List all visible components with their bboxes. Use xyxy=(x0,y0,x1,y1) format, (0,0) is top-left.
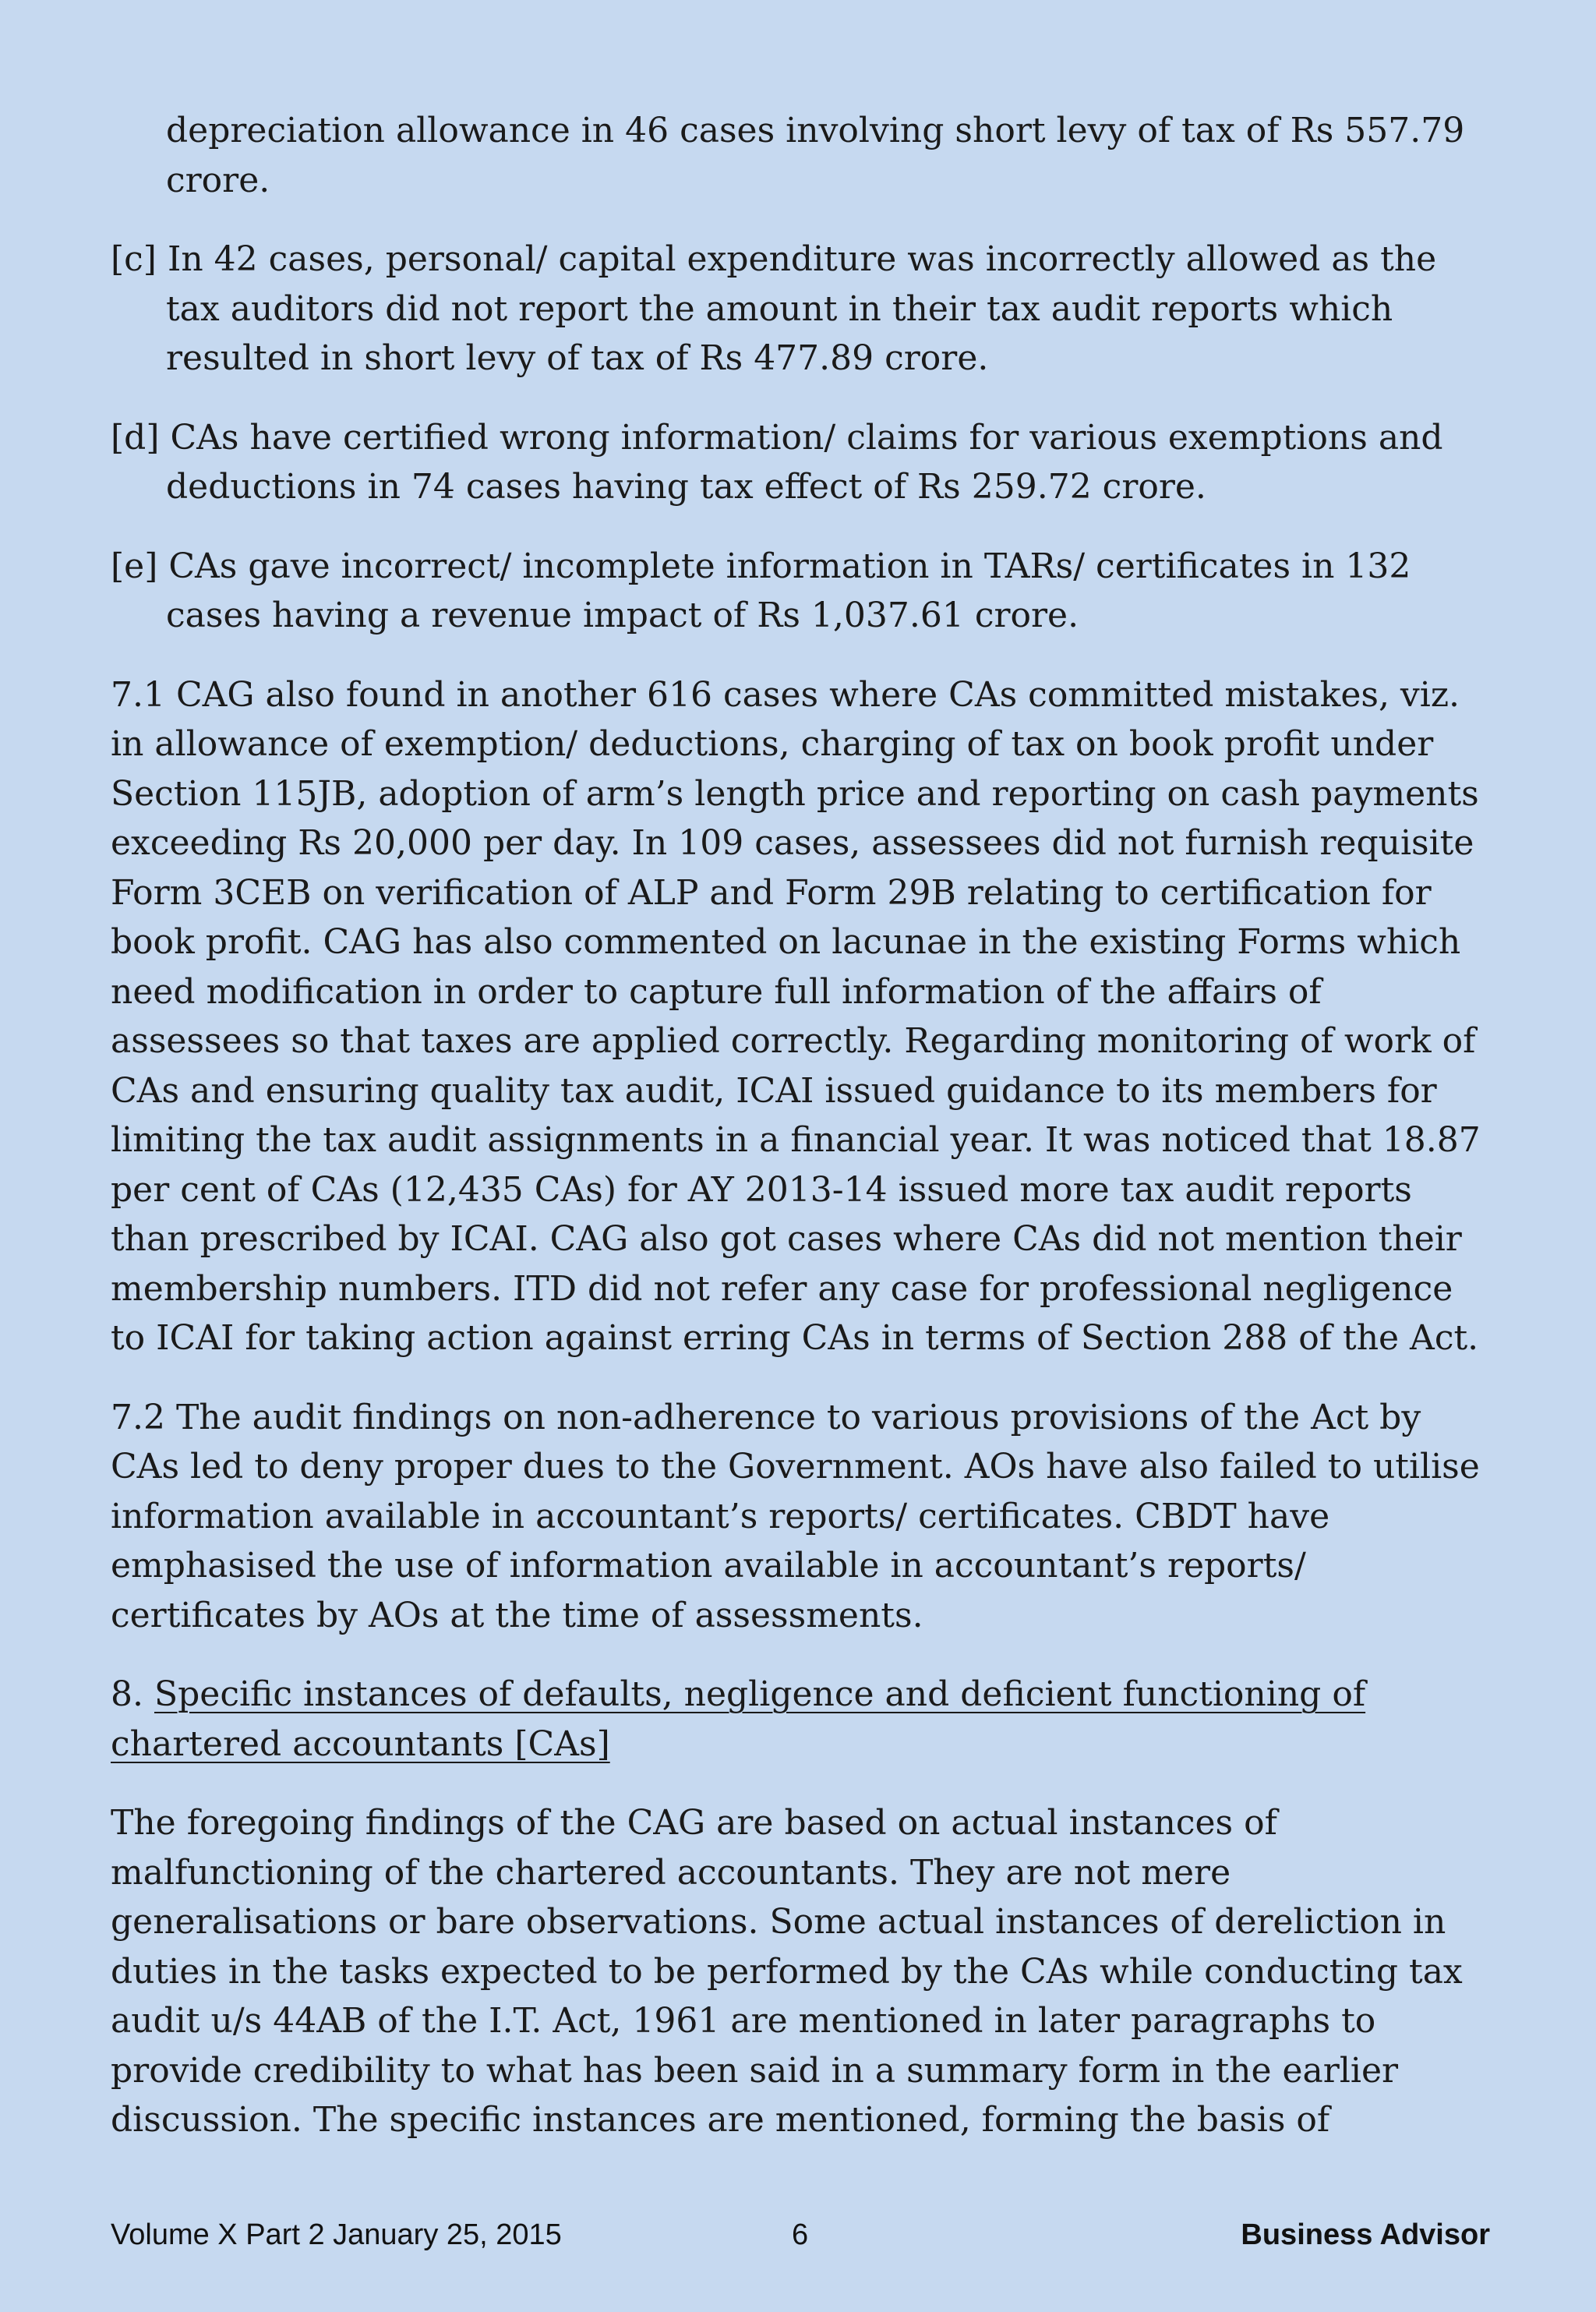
paragraph-e: [e] CAs gave incorrect/ incomplete information in TARs/ certificates in 132 cases having a revenue impact of Rs 1,037.61 crore. xyxy=(111,546,1411,635)
paragraph-7-2: 7.2 The audit findings on non-adherence to various provisions of the Act by CAs led to deny proper dues to the Government. AOs have also failed to utilise information available in accountant’s reports/ certificates. CBDT have emphasised the use of information available in accountant’s reports/ certificates by AOs at the time of assessments. xyxy=(111,1397,1480,1635)
paragraph-d: [d] CAs have certified wrong information/ claims for various exemptions and deductions in 74 cases having tax effect of Rs 259.72 crore. xyxy=(111,417,1443,507)
footer-page-number: 6 xyxy=(792,2218,809,2251)
footer-publication: Business Advisor xyxy=(1241,2218,1490,2251)
paragraph-b-continuation: depreciation allowance in 46 cases involving short levy of tax of Rs 557.79 crore. xyxy=(166,111,1465,200)
paragraph-c: [c] In 42 cases, personal/ capital expenditure was incorrectly allowed as the tax auditors did not report the amount in their tax audit reports which resulted in short levy of tax of Rs 477.89 crore. xyxy=(111,239,1437,378)
section-8-title: Specific instances of defaults, negligence and deficient functioning of chartered accountants [CAs] xyxy=(111,1674,1366,1764)
document-body xyxy=(111,106,1490,2175)
section-8-heading xyxy=(111,1670,1490,1769)
footer-issue: Volume X Part 2 January 25, 2015 xyxy=(111,2218,562,2251)
page-footer xyxy=(111,2218,1490,2265)
paragraph-8-body: The foregoing findings of the CAG are based on actual instances of malfunctioning of the chartered accountants. They are not mere generalisations or bare observations. Some actual instances of dereliction in duties in the tasks expected to be performed by the CAs while conducting tax audit u/s 44AB of the I.T. Act, 1961 are mentioned in later paragraphs to provide credibility to what has been said in a summary form in the earlier discussion. The specific instances are mentioned, forming the basis of xyxy=(111,1803,1463,2140)
section-8-number: 8. xyxy=(111,1674,143,1714)
paragraph-7-1: 7.1 CAG also found in another 616 cases where CAs committed mistakes, viz. in allowance of exemption/ deductions, charging of tax on book profit under Section 115JB, adoption of arm’s length price and reporting on cash payments exceeding Rs 20,000 per day. In 109 cases, assessees did not furnish requisite Form 3CEB on verification of ALP and Form 29B relating to certification for book profit. CAG has also commented on lacunae in the existing Forms which need modification in order to capture full information of the affairs of assessees so that taxes are applied correctly. Regarding monitoring of work of CAs and ensuring quality tax audit, ICAI issued guidance to its members for limiting the tax audit assignments in a financial year. It was noticed that 18.87 per cent of CAs (12,435 CAs) for AY 2013-14 issued more tax audit reports than prescribed by ICAI. CAG also got cases where CAs did not mention their membership numbers. ITD did not refer any case for professional negligence to ICAI for taking action against erring CAs in terms of Section 288 of the Act. xyxy=(111,674,1481,1358)
